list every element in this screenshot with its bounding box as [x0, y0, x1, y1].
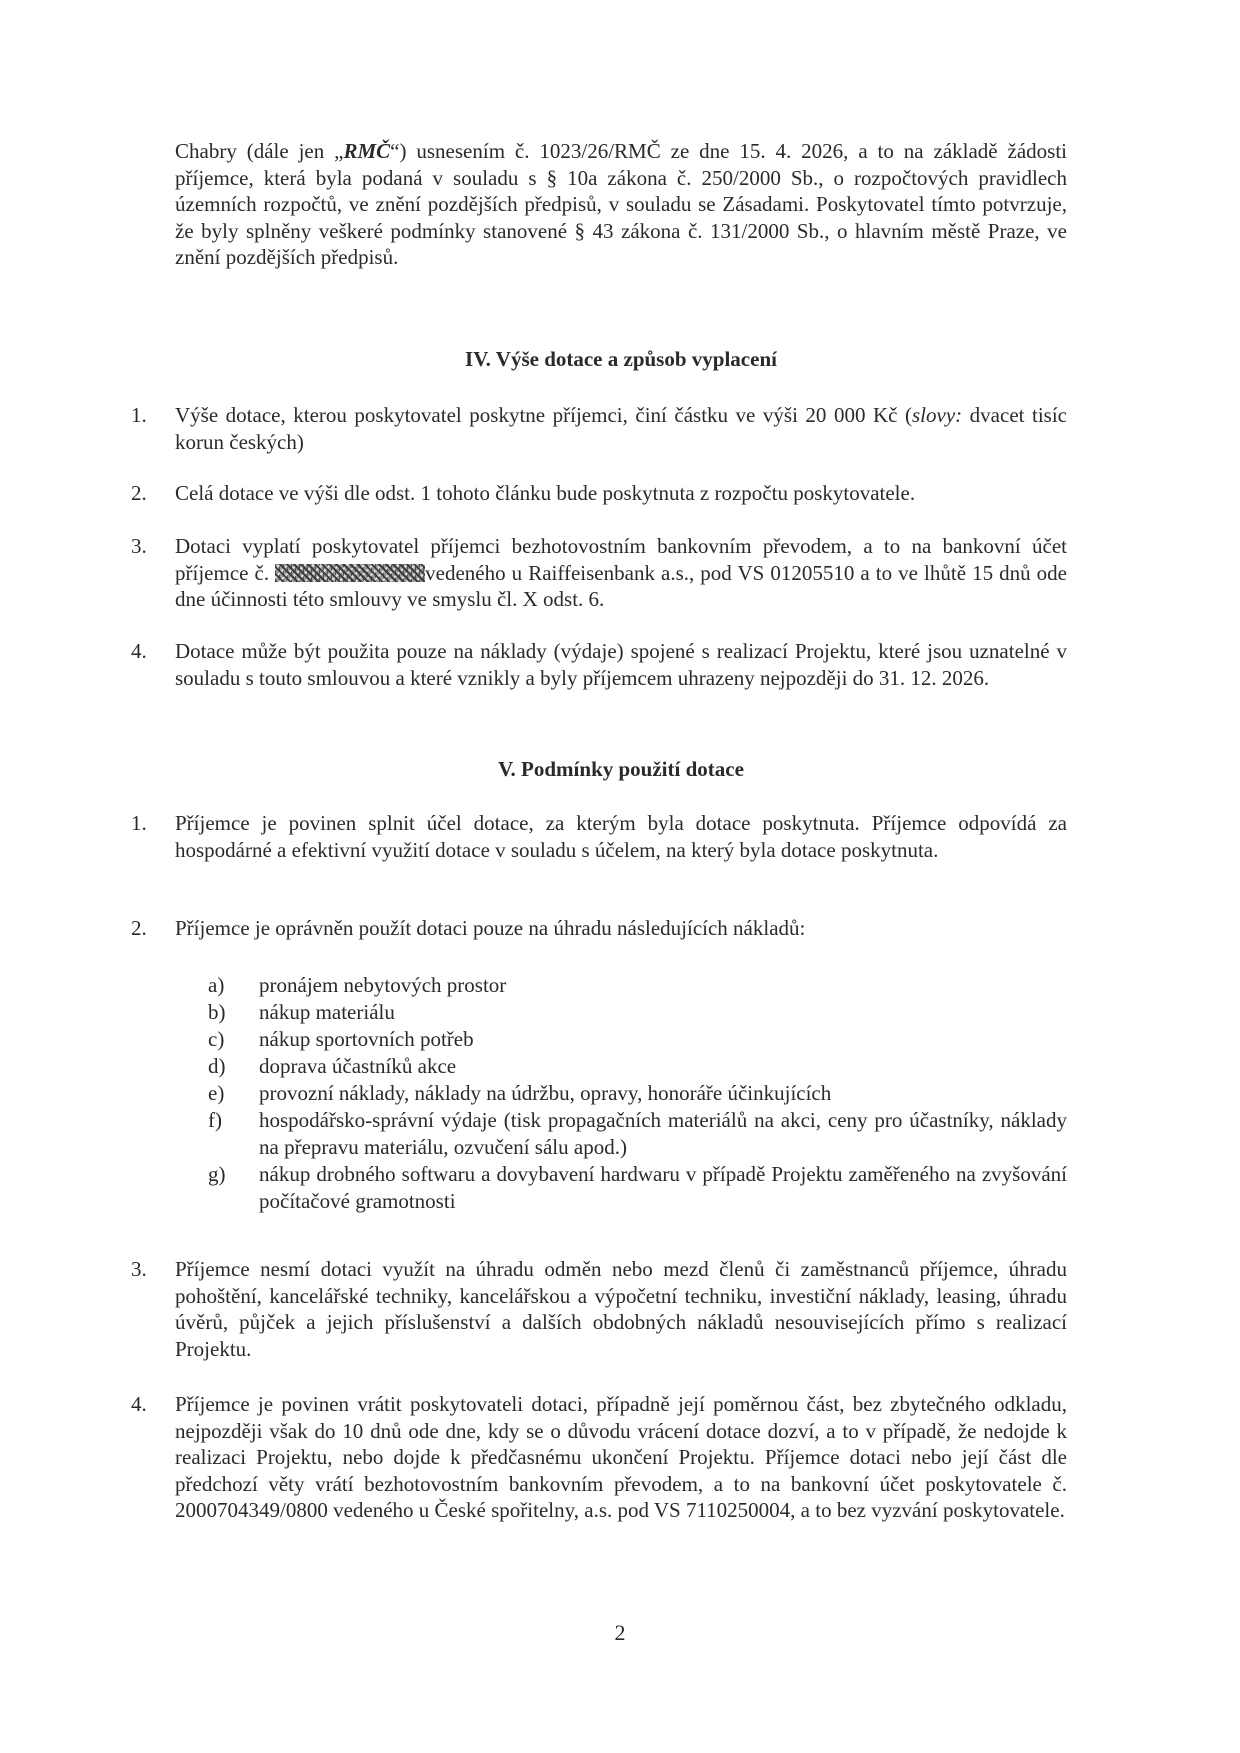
section-iv-item-1: [175, 402, 1067, 455]
section-iv-item-2-number: 2.: [131, 481, 147, 505]
section-v-item-2-number: 2.: [131, 916, 147, 940]
section-iv-heading: IV. Výše dotace a způsob vyplacení: [465, 347, 777, 371]
page-number: 2: [614, 1620, 626, 1645]
section-iv-item-3-number: 3.: [131, 534, 147, 558]
cost-item-f: hospodářsko-správní výdaje (tisk propagačních materiálů na akci, ceny pro účastníky, náklady na přepravu materiálu, ozvučení sálu apod.): [259, 1108, 1067, 1159]
cost-item-c-letter: c): [208, 1027, 225, 1051]
section-v-item-3: Příjemce nesmí dotaci využít na úhradu odměn nebo mezd členů či zaměstnanců příjemce, úhradu pohoštění, kancelářské techniky, kancelářskou a výpočetní techniku, investiční náklady, leasing, úhradu úvěrů, půjček a jejich příslušenství a dalších obdobných nákladů nesouvisejících přímo s realizací Projektu.: [175, 1257, 1067, 1361]
section-iv-item-1-text: Výše dotace, kterou poskytovatel poskytne příjemci, činí částku ve výši 20 000 Kč (: [175, 403, 912, 427]
cost-item-d: doprava účastníků akce: [259, 1054, 457, 1078]
cost-item-a: pronájem nebytových prostor: [259, 973, 507, 997]
cost-item-e-letter: e): [208, 1081, 225, 1105]
intro-paragraph: [175, 138, 1067, 271]
cost-item-b-letter: b): [208, 1000, 226, 1024]
section-iv-item-1-text-end: dvacet tisíc korun českých): [175, 403, 1067, 454]
section-v-item-2: Příjemce je oprávněn použít dotaci pouze na úhradu následujících nákladů:: [175, 916, 806, 940]
cost-item-g: nákup drobného softwaru a dovybavení hardwaru v případě Projektu zaměřeného na zvyšování počítačové gramotnosti: [259, 1162, 1067, 1213]
section-v-item-4-number: 4.: [131, 1392, 147, 1416]
intro-text-rest: “) usnesením č. 1023/26/RMČ ze dne 15. 4. 2026, a to na základě žádosti příjemce, která byla podaná v souladu s § 10a zákona č. 250/2000 Sb., o rozpočtových pravidlech územních rozpočtů, ve znění pozdějších předpisů, v souladu se Zásadami. Poskytovatel tímto potvrzuje, že byly splněny veškeré podmínky stanovené § 43 zákona č. 131/2000 Sb., o hlavním městě Praze, ve znění pozdějších předpisů.: [175, 139, 1067, 269]
cost-item-c: nákup sportovních potřeb: [259, 1027, 474, 1051]
cost-item-a-letter: a): [208, 973, 225, 997]
cost-item-d-letter: d): [208, 1054, 226, 1078]
cost-item-b: nákup materiálu: [259, 1000, 395, 1024]
section-v-item-1-number: 1.: [131, 811, 147, 835]
section-iv-item-3: [175, 533, 1067, 613]
section-iv-item-4: Dotace může být použita pouze na náklady (výdaje) spojené s realizací Projektu, které jsou uznatelné v souladu s touto smlouvou a které vznikly a byly příjemcem uhrazeny nejpozději do 31. 12. 2026.: [175, 639, 1067, 690]
cost-item-e: provozní náklady, náklady na údržbu, opravy, honoráře účinkujících: [259, 1081, 832, 1105]
intro-text-start: Chabry (dále jen „: [175, 139, 344, 163]
cost-item-f-letter: f): [208, 1108, 222, 1132]
section-iv-item-1-number: 1.: [131, 403, 147, 427]
section-iv-item-3-text-end: vedeného u Raiffeisenbank a.s., pod VS 01205510 a to ve lhůtě 15 dnů ode dne účinnosti této smlouvy ve smyslu čl. X odst. 6.: [175, 560, 1067, 611]
section-v-item-1: Příjemce je povinen splnit účel dotace, za kterým byla dotace poskytnuta. Příjemce odpovídá za hospodárné a efektivní využití dotace v souladu s účelem, na který byla dotace poskytnuta.: [175, 811, 1067, 862]
section-iv-item-4-number: 4.: [131, 639, 147, 663]
section-iv-item-2: Celá dotace ve výši dle odst. 1 tohoto článku bude poskytnuta z rozpočtu poskytovatele.: [175, 481, 916, 505]
cost-item-g-letter: g): [208, 1162, 226, 1186]
section-iv-item-1-italic: slovy:: [912, 403, 963, 427]
intro-abbreviation: RMČ: [343, 139, 391, 163]
section-v-item-4: Příjemce je povinen vrátit poskytovateli dotaci, případně její poměrnou část, bez zbytečného odkladu, nejpozději však do 10 dnů ode dne, kdy se o důvodu vrácení dotace dozví, a to v případě, že nedojde k realizaci Projektu, nebo dojde k předčasnému ukončení Projektu. Příjemce dotaci nebo její část dle předchozí věty vrátí bezhotovostním bankovním převodem, a to na bankovní účet poskytovatele č. 2000704349/0800 vedeného u České spořitelny, a.s. pod VS 7110250004, a to bez vyzvání poskytovatele.: [175, 1392, 1067, 1522]
section-iv-item-3-text: Dotaci vyplatí poskytovatel příjemci bezhotovostním bankovním převodem, a to na bankovní účet příjemce č.: [175, 534, 1067, 585]
section-v-heading: V. Podmínky použití dotace: [498, 757, 744, 781]
redacted-account-number: [275, 564, 425, 582]
section-v-item-3-number: 3.: [131, 1257, 147, 1281]
